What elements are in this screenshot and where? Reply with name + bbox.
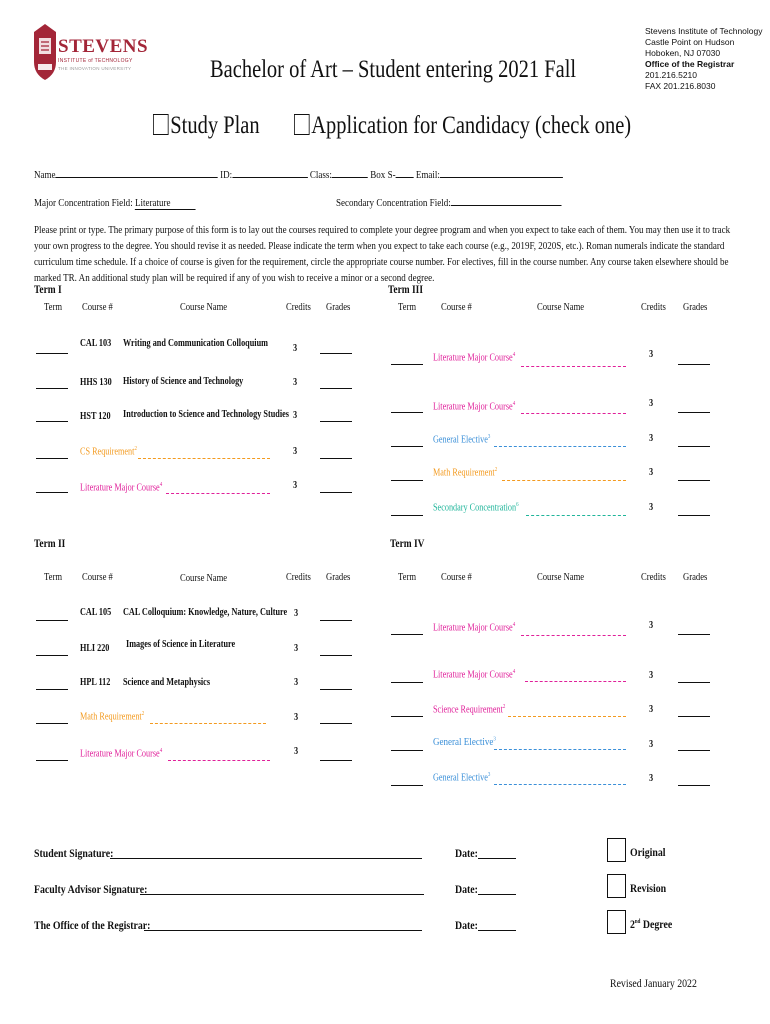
- date-field[interactable]: [478, 930, 516, 931]
- address-line: Stevens Institute of Technology: [645, 26, 763, 36]
- term-field[interactable]: [36, 723, 68, 724]
- student-signature-label: Student Signature:: [34, 846, 114, 860]
- revision-date: Revised January 2022: [610, 976, 697, 990]
- col-course-no: Course #: [82, 302, 113, 313]
- requirement-label: Math Requirement$^2$: [80, 711, 145, 723]
- term-field[interactable]: [391, 750, 423, 751]
- col-credits: Credits: [641, 302, 666, 313]
- term-2-heading: Term II: [34, 538, 66, 550]
- major-line: [34, 197, 195, 209]
- grade-field[interactable]: [678, 750, 710, 751]
- col-course-name: Course Name: [537, 572, 585, 583]
- course-choice-field[interactable]: [166, 493, 270, 494]
- course-credits: 3: [294, 643, 299, 654]
- grade-field[interactable]: [678, 785, 710, 786]
- course-credits: 3: [294, 712, 299, 723]
- col-course-name: Course Name: [180, 573, 228, 584]
- term-field[interactable]: [36, 760, 68, 761]
- grade-field[interactable]: [320, 458, 352, 459]
- term-field[interactable]: [36, 458, 68, 459]
- course-choice-field[interactable]: [508, 716, 626, 717]
- course-name: Science and Metaphysics: [123, 677, 211, 688]
- course-choice-field[interactable]: [138, 458, 270, 459]
- requirement-label: Science Requirement$^2$: [433, 704, 506, 716]
- grade-field[interactable]: [320, 689, 352, 690]
- grade-field[interactable]: [320, 760, 352, 761]
- course-credits: 3: [649, 773, 654, 784]
- instructions: Please print or type. The primary purpose of this form is to lay out the courses required to complete your degree program and when you expect to take each of them. You may then use it to track your own progress to the degree. You should revise it as needed. Please indicate the term when you expect to take each course (e.g., 2019F, 2020S, etc.). Roman numerals indicate the standard curriculum time schedule. If a choice of course is given for the requirement, circle the appropriate course number. For electives, fill in the course number. Any course taken elsewhere should be marked TR. An additional study plan will be required if any of you wish to receive a minor or a second degree.: [34, 224, 731, 284]
- email-label: Email:: [415, 169, 440, 181]
- registrar-address: [645, 26, 763, 92]
- course-credits: 3: [649, 670, 654, 681]
- address-line: Hoboken, NJ 07030: [645, 48, 721, 58]
- course-name: Introduction to Science and Technology Studies: [123, 409, 289, 420]
- logo-name: STEVENS: [58, 36, 149, 57]
- grade-field[interactable]: [320, 620, 352, 621]
- grade-field[interactable]: [678, 364, 710, 365]
- requirement-label: Literature Major Course$^4$: [433, 352, 516, 364]
- term-field[interactable]: [36, 388, 68, 389]
- application-checkbox[interactable]: [294, 114, 310, 135]
- term-field[interactable]: [36, 353, 68, 354]
- page-title: Bachelor of Art – Student entering 2021 Fall: [210, 56, 577, 83]
- col-grades: Grades: [683, 572, 708, 583]
- col-credits: Credits: [286, 302, 311, 313]
- major-field[interactable]: Literature: [135, 197, 195, 210]
- email-field[interactable]: [440, 176, 563, 178]
- term-field[interactable]: [36, 492, 68, 493]
- course-choice-field[interactable]: [525, 681, 626, 682]
- col-course-name: Course Name: [180, 302, 228, 313]
- grade-field[interactable]: [320, 388, 352, 389]
- grade-field[interactable]: [678, 716, 710, 717]
- course-credits: 3: [649, 398, 654, 409]
- requirement-label: Literature Major Course$^4$: [433, 669, 516, 681]
- address-line: Castle Point on Hudson: [645, 37, 735, 47]
- address-line: FAX 201.216.8030: [645, 81, 716, 91]
- requirement-label: CS Requirement$^2$: [80, 446, 137, 458]
- date-field[interactable]: [478, 858, 516, 859]
- revision-label: Revision: [630, 881, 667, 895]
- course-name: History of Science and Technology: [123, 376, 244, 387]
- advisor-signature-label: Faculty Advisor Signature:: [34, 882, 148, 896]
- student-signature-field[interactable]: [110, 858, 422, 859]
- application-label: Application for Candidacy (check one): [311, 112, 632, 139]
- secondary-field[interactable]: [451, 204, 562, 206]
- col-credits: Credits: [286, 572, 311, 583]
- date-label: Date:: [455, 882, 478, 896]
- course-credits: 3: [294, 677, 299, 688]
- col-term: Term: [44, 302, 63, 313]
- course-number: HLI 220: [80, 643, 110, 654]
- grade-field[interactable]: [678, 446, 710, 447]
- advisor-signature-field[interactable]: [140, 894, 424, 895]
- box-label: Box S-: [370, 169, 396, 181]
- requirement-label: Math Requirement$^2$: [433, 467, 498, 479]
- major-label: Major Concentration Field:: [34, 197, 133, 209]
- course-name: Writing and Communication Colloquium: [123, 338, 268, 349]
- address-line: 201.216.5210: [645, 70, 697, 80]
- col-grades: Grades: [326, 302, 351, 313]
- course-credits: 3: [293, 446, 298, 457]
- second-degree-label: 2nd Degree: [630, 917, 673, 931]
- application-option[interactable]: [294, 112, 631, 140]
- term-field[interactable]: [391, 446, 423, 447]
- grade-field[interactable]: [320, 353, 352, 354]
- requirement-label: General Elective$^3$: [433, 434, 491, 446]
- col-course-no: Course #: [441, 572, 472, 583]
- requirement-label: Literature Major Course$^4$: [433, 622, 516, 634]
- requirement-label: Literature Major Course$^4$: [80, 482, 163, 494]
- course-number: HST 120: [80, 411, 111, 422]
- term-4-heading: Term IV: [390, 538, 425, 550]
- col-grades: Grades: [326, 572, 351, 583]
- course-credits: 3: [294, 746, 299, 757]
- registrar-signature-field[interactable]: [144, 930, 422, 931]
- requirement-label: General Elective$^3$: [433, 772, 491, 784]
- grade-field[interactable]: [320, 421, 352, 422]
- col-course-no: Course #: [82, 572, 113, 583]
- study-plan-checkbox[interactable]: [153, 114, 169, 135]
- date-label: Date:: [455, 918, 478, 932]
- address-line: Office of the Registrar: [645, 59, 735, 69]
- stevens-crest-icon: [34, 24, 56, 80]
- term-field[interactable]: [391, 634, 423, 635]
- course-choice-field[interactable]: [526, 515, 626, 516]
- box-field[interactable]: [396, 176, 414, 178]
- course-choice-field[interactable]: [502, 480, 626, 481]
- logo-tagline: THE INNOVATION UNIVERSITY: [58, 66, 132, 71]
- original-label: Original: [630, 845, 666, 859]
- term-field[interactable]: [36, 421, 68, 422]
- requirement-label: Literature Major Course$^4$: [433, 401, 516, 413]
- term-field[interactable]: [36, 689, 68, 690]
- term-field[interactable]: [391, 716, 423, 717]
- id-field[interactable]: [232, 176, 307, 178]
- requirement-label: Secondary Concentration$^6$: [433, 502, 519, 514]
- secondary-line: [336, 197, 561, 209]
- col-grades: Grades: [683, 302, 708, 313]
- term-field[interactable]: [391, 364, 423, 365]
- term-field[interactable]: [36, 620, 68, 621]
- secondary-label: Secondary Concentration Field:: [336, 197, 451, 209]
- col-course-name: Course Name: [537, 302, 585, 313]
- course-name: CAL Colloquium: Knowledge, Nature, Culture: [123, 607, 288, 618]
- course-credits: 3: [649, 620, 654, 631]
- id-label: ID:: [220, 169, 233, 181]
- course-choice-field[interactable]: [521, 366, 626, 367]
- term-field[interactable]: [391, 785, 423, 786]
- grade-field[interactable]: [678, 515, 710, 516]
- course-choice-field[interactable]: [494, 446, 626, 447]
- registrar-signature-label: The Office of the Registrar:: [34, 918, 151, 932]
- term-field[interactable]: [36, 655, 68, 656]
- course-credits: 3: [649, 704, 654, 715]
- requirement-label: General Elective$^3$: [433, 736, 496, 748]
- class-label: Class:: [309, 169, 332, 181]
- col-term: Term: [44, 572, 63, 583]
- study-plan-option[interactable]: [153, 112, 260, 140]
- course-credits: 3: [293, 480, 298, 491]
- term-field[interactable]: [391, 480, 423, 481]
- course-credits: 3: [649, 502, 654, 513]
- col-course-no: Course #: [441, 302, 472, 313]
- grade-field[interactable]: [678, 634, 710, 635]
- course-choice-field[interactable]: [168, 760, 270, 761]
- term-3-heading: Term III: [388, 284, 424, 296]
- class-field[interactable]: [332, 176, 368, 178]
- original-checkbox[interactable]: [607, 838, 626, 862]
- term-field[interactable]: [391, 412, 423, 413]
- second-degree-checkbox[interactable]: [607, 910, 626, 934]
- grade-field[interactable]: [678, 412, 710, 413]
- course-choice-field[interactable]: [521, 413, 626, 414]
- course-number: HPL 112: [80, 677, 111, 688]
- grade-field[interactable]: [320, 492, 352, 493]
- course-credits: 3: [649, 349, 654, 360]
- course-credits: 3: [293, 377, 298, 388]
- course-number: HHS 130: [80, 377, 112, 388]
- term-1-heading: Term I: [34, 284, 62, 296]
- course-number: CAL 105: [80, 607, 112, 618]
- date-field[interactable]: [478, 894, 516, 895]
- course-credits: 3: [293, 410, 298, 421]
- course-number: CAL 103: [80, 338, 112, 349]
- term-field[interactable]: [391, 515, 423, 516]
- logo-subtitle: INSTITUTE of TECHNOLOGY: [58, 58, 133, 64]
- col-term: Term: [398, 572, 417, 583]
- term-field[interactable]: [391, 682, 423, 683]
- grade-field[interactable]: [320, 723, 352, 724]
- col-term: Term: [398, 302, 417, 313]
- revision-checkbox[interactable]: [607, 874, 626, 898]
- date-label: Date:: [455, 846, 478, 860]
- course-name: Images of Science in Literature: [126, 639, 236, 650]
- course-credits: 3: [293, 343, 298, 354]
- course-choice-field[interactable]: [494, 784, 626, 785]
- course-choice-field[interactable]: [521, 635, 626, 636]
- course-credits: 3: [649, 433, 654, 444]
- col-credits: Credits: [641, 572, 666, 583]
- course-credits: 3: [294, 608, 299, 619]
- grade-field[interactable]: [678, 480, 710, 481]
- course-credits: 3: [649, 467, 654, 478]
- study-plan-label: Study Plan: [170, 112, 260, 139]
- name-label: Name: [34, 169, 56, 181]
- student-info-line: [34, 169, 563, 181]
- name-field[interactable]: [56, 176, 218, 178]
- requirement-label: Literature Major Course$^4$: [80, 748, 163, 760]
- grade-field[interactable]: [678, 682, 710, 683]
- grade-field[interactable]: [320, 655, 352, 656]
- course-choice-field[interactable]: [150, 723, 266, 724]
- course-choice-field[interactable]: [494, 749, 626, 750]
- course-credits: 3: [649, 739, 654, 750]
